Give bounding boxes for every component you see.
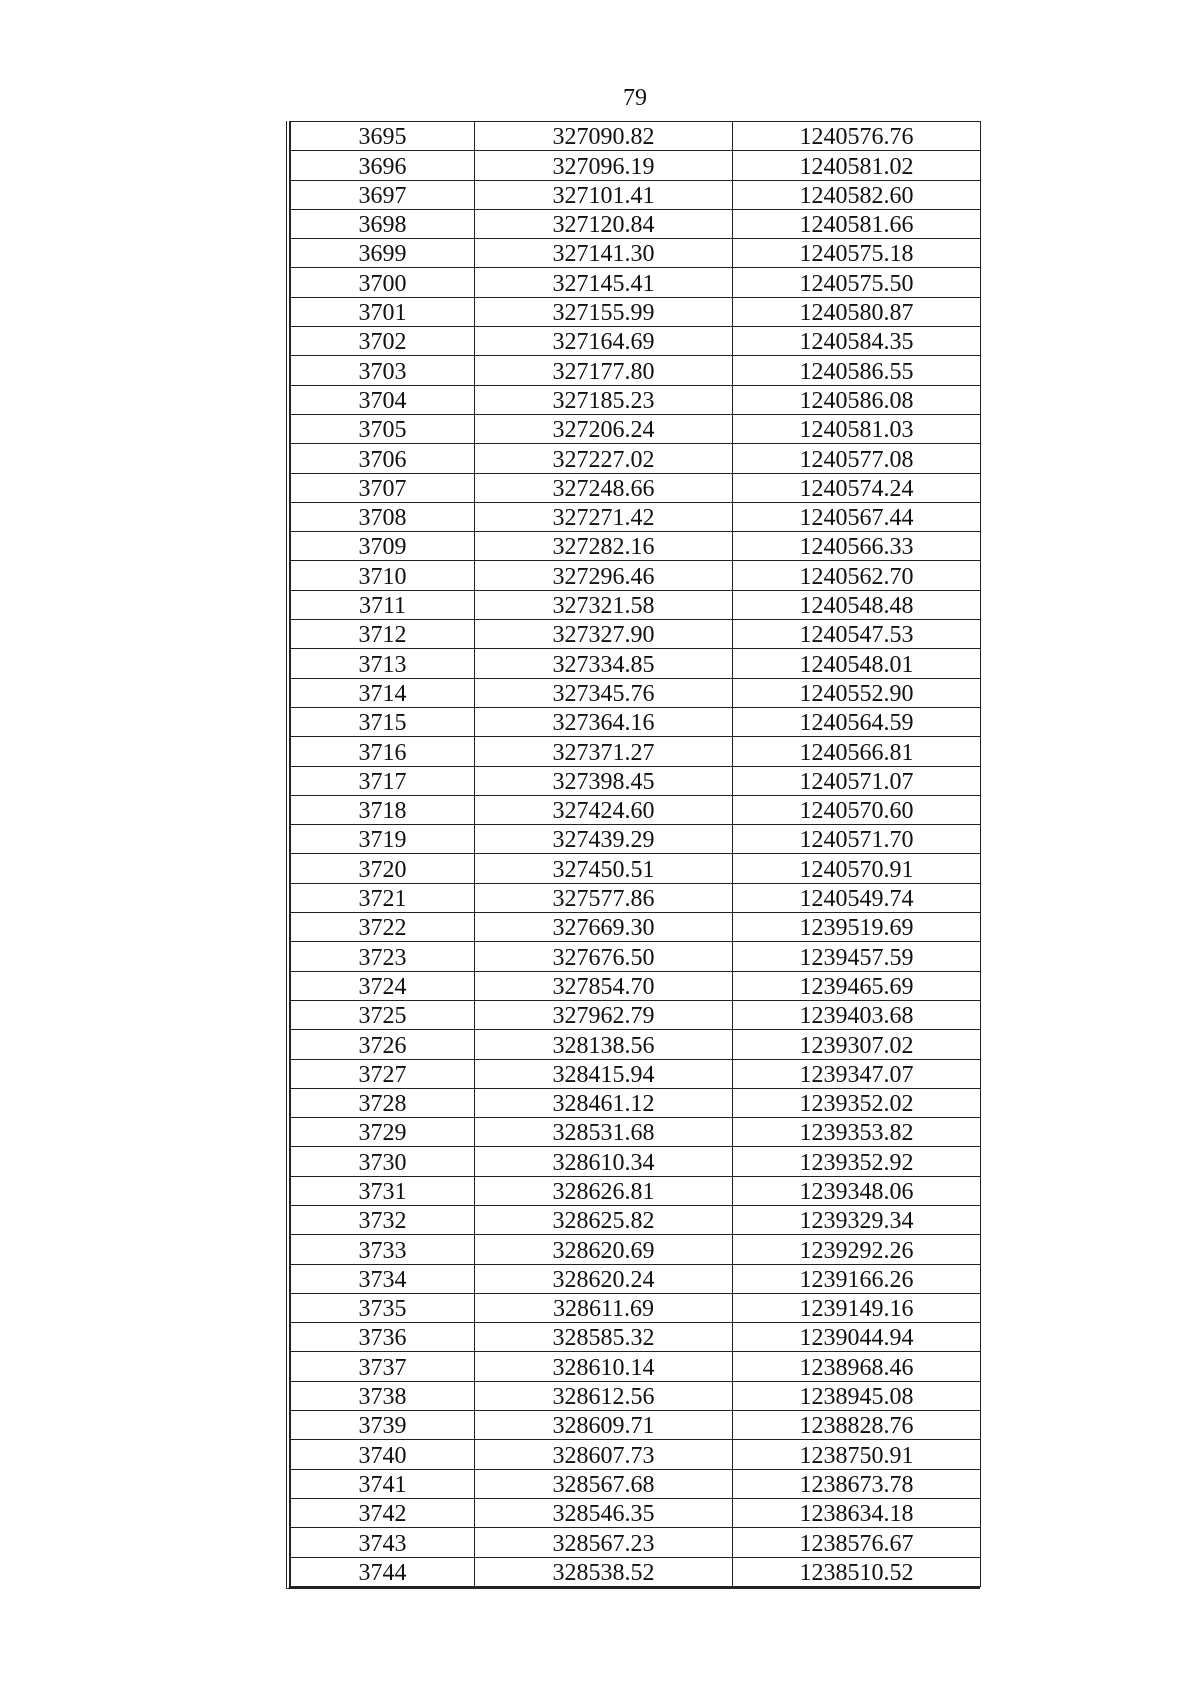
table-row	[291, 151, 981, 180]
point-number-cell: 3734	[291, 1264, 475, 1293]
x-coordinate-cell: 327398.45	[475, 766, 733, 795]
y-coordinate-cell: 1238673.78	[733, 1469, 981, 1498]
x-coordinate-cell: 327282.16	[475, 532, 733, 561]
point-number-cell: 3726	[291, 1030, 475, 1059]
point-number-cell: 3706	[291, 444, 475, 473]
point-number-cell: 3727	[291, 1059, 475, 1088]
x-coordinate-cell: 327141.30	[475, 239, 733, 268]
point-number-cell: 3740	[291, 1440, 475, 1469]
table-row	[291, 678, 981, 707]
x-coordinate-cell: 327676.50	[475, 942, 733, 971]
table-row	[291, 825, 981, 854]
x-coordinate-cell: 327669.30	[475, 913, 733, 942]
y-coordinate-cell: 1239149.16	[733, 1293, 981, 1322]
point-number-cell: 3709	[291, 532, 475, 561]
x-coordinate-cell: 328546.35	[475, 1498, 733, 1527]
x-coordinate-cell: 327120.84	[475, 209, 733, 238]
table-row	[291, 1323, 981, 1352]
y-coordinate-cell: 1240577.08	[733, 444, 981, 473]
point-number-cell: 3697	[291, 180, 475, 209]
table-row	[291, 649, 981, 678]
x-coordinate-cell: 327185.23	[475, 385, 733, 414]
table-row	[291, 1059, 981, 1088]
point-number-cell: 3729	[291, 1118, 475, 1147]
table-row	[291, 1469, 981, 1498]
point-number-cell: 3707	[291, 473, 475, 502]
y-coordinate-cell: 1240581.02	[733, 151, 981, 180]
point-number-cell: 3735	[291, 1293, 475, 1322]
point-number-cell: 3696	[291, 151, 475, 180]
table-row	[291, 297, 981, 326]
table-row	[291, 883, 981, 912]
point-number-cell: 3742	[291, 1498, 475, 1527]
x-coordinate-cell: 328138.56	[475, 1030, 733, 1059]
y-coordinate-cell: 1239403.68	[733, 1000, 981, 1029]
x-coordinate-cell: 327101.41	[475, 180, 733, 209]
y-coordinate-cell: 1239352.92	[733, 1147, 981, 1176]
y-coordinate-cell: 1240575.18	[733, 239, 981, 268]
y-coordinate-cell: 1239166.26	[733, 1264, 981, 1293]
table-row	[291, 1411, 981, 1440]
x-coordinate-cell: 328567.23	[475, 1528, 733, 1557]
y-coordinate-cell: 1240586.08	[733, 385, 981, 414]
table-row	[291, 180, 981, 209]
table-row	[291, 1498, 981, 1527]
table-row	[291, 1293, 981, 1322]
x-coordinate-cell: 327096.19	[475, 151, 733, 180]
x-coordinate-cell: 327321.58	[475, 590, 733, 619]
point-number-cell: 3704	[291, 385, 475, 414]
table-row	[291, 1235, 981, 1264]
point-number-cell: 3698	[291, 209, 475, 238]
table-row	[291, 268, 981, 297]
point-number-cell: 3720	[291, 854, 475, 883]
point-number-cell: 3701	[291, 297, 475, 326]
x-coordinate-cell: 327271.42	[475, 502, 733, 531]
point-number-cell: 3744	[291, 1557, 475, 1586]
x-coordinate-cell: 327164.69	[475, 327, 733, 356]
table-row	[291, 532, 981, 561]
x-coordinate-cell: 327177.80	[475, 356, 733, 385]
y-coordinate-cell: 1240571.70	[733, 825, 981, 854]
point-number-cell: 3722	[291, 913, 475, 942]
x-coordinate-cell: 328610.14	[475, 1352, 733, 1381]
table-row	[291, 1030, 981, 1059]
table-row	[291, 1176, 981, 1205]
table-row	[291, 795, 981, 824]
table-row	[291, 766, 981, 795]
x-coordinate-cell: 328620.69	[475, 1235, 733, 1264]
y-coordinate-cell: 1240548.01	[733, 649, 981, 678]
point-number-cell: 3702	[291, 327, 475, 356]
y-coordinate-cell: 1238828.76	[733, 1411, 981, 1440]
x-coordinate-cell: 328415.94	[475, 1059, 733, 1088]
x-coordinate-cell: 328620.24	[475, 1264, 733, 1293]
x-coordinate-cell: 327371.27	[475, 737, 733, 766]
x-coordinate-cell: 328607.73	[475, 1440, 733, 1469]
y-coordinate-cell: 1240566.33	[733, 532, 981, 561]
y-coordinate-cell: 1240570.91	[733, 854, 981, 883]
y-coordinate-cell: 1240586.55	[733, 356, 981, 385]
x-coordinate-cell: 327345.76	[475, 678, 733, 707]
point-number-cell: 3717	[291, 766, 475, 795]
table-row	[291, 209, 981, 238]
table-row	[291, 1205, 981, 1234]
x-coordinate-cell: 327248.66	[475, 473, 733, 502]
y-coordinate-cell: 1239307.02	[733, 1030, 981, 1059]
point-number-cell: 3741	[291, 1469, 475, 1498]
x-coordinate-cell: 328567.68	[475, 1469, 733, 1498]
y-coordinate-cell: 1239353.82	[733, 1118, 981, 1147]
x-coordinate-cell: 327155.99	[475, 297, 733, 326]
y-coordinate-cell: 1239348.06	[733, 1176, 981, 1205]
x-coordinate-cell: 327227.02	[475, 444, 733, 473]
point-number-cell: 3714	[291, 678, 475, 707]
point-number-cell: 3737	[291, 1352, 475, 1381]
point-number-cell: 3743	[291, 1528, 475, 1557]
y-coordinate-cell: 1240570.60	[733, 795, 981, 824]
table-row	[291, 1381, 981, 1410]
y-coordinate-cell: 1240552.90	[733, 678, 981, 707]
table-row	[291, 737, 981, 766]
coordinates-table	[290, 121, 981, 1587]
table-row	[291, 1352, 981, 1381]
table-row	[291, 1000, 981, 1029]
x-coordinate-cell: 327439.29	[475, 825, 733, 854]
point-number-cell: 3738	[291, 1381, 475, 1410]
x-coordinate-cell: 327962.79	[475, 1000, 733, 1029]
y-coordinate-cell: 1240571.07	[733, 766, 981, 795]
x-coordinate-cell: 328611.69	[475, 1293, 733, 1322]
x-coordinate-cell: 328461.12	[475, 1088, 733, 1117]
y-coordinate-cell: 1240581.66	[733, 209, 981, 238]
y-coordinate-cell: 1238968.46	[733, 1352, 981, 1381]
point-number-cell: 3699	[291, 239, 475, 268]
table-row	[291, 942, 981, 971]
point-number-cell: 3711	[291, 590, 475, 619]
y-coordinate-cell: 1240566.81	[733, 737, 981, 766]
x-coordinate-cell: 327296.46	[475, 561, 733, 590]
table-row	[291, 122, 981, 151]
y-coordinate-cell: 1240548.48	[733, 590, 981, 619]
table-row	[291, 356, 981, 385]
table-row	[291, 502, 981, 531]
x-coordinate-cell: 327334.85	[475, 649, 733, 678]
x-coordinate-cell: 328610.34	[475, 1147, 733, 1176]
y-coordinate-cell: 1238510.52	[733, 1557, 981, 1586]
point-number-cell: 3718	[291, 795, 475, 824]
point-number-cell: 3730	[291, 1147, 475, 1176]
point-number-cell: 3732	[291, 1205, 475, 1234]
y-coordinate-cell: 1239352.02	[733, 1088, 981, 1117]
table-row	[291, 854, 981, 883]
point-number-cell: 3700	[291, 268, 475, 297]
coordinates-table-body	[291, 122, 981, 1587]
y-coordinate-cell: 1239519.69	[733, 913, 981, 942]
y-coordinate-cell: 1239347.07	[733, 1059, 981, 1088]
table-row	[291, 444, 981, 473]
x-coordinate-cell: 327145.41	[475, 268, 733, 297]
y-coordinate-cell: 1239465.69	[733, 971, 981, 1000]
table-row	[291, 239, 981, 268]
y-coordinate-cell: 1240581.03	[733, 414, 981, 443]
table-row	[291, 971, 981, 1000]
table-row	[291, 327, 981, 356]
x-coordinate-cell: 328609.71	[475, 1411, 733, 1440]
point-number-cell: 3736	[291, 1323, 475, 1352]
y-coordinate-cell: 1239457.59	[733, 942, 981, 971]
point-number-cell: 3723	[291, 942, 475, 971]
point-number-cell: 3710	[291, 561, 475, 590]
table-row	[291, 913, 981, 942]
table-row	[291, 1088, 981, 1117]
point-number-cell: 3703	[291, 356, 475, 385]
y-coordinate-cell: 1240575.50	[733, 268, 981, 297]
y-coordinate-cell: 1240567.44	[733, 502, 981, 531]
point-number-cell: 3712	[291, 620, 475, 649]
table-row	[291, 620, 981, 649]
point-number-cell: 3715	[291, 707, 475, 736]
point-number-cell: 3713	[291, 649, 475, 678]
x-coordinate-cell: 327450.51	[475, 854, 733, 883]
y-coordinate-cell: 1240576.76	[733, 122, 981, 151]
x-coordinate-cell: 328626.81	[475, 1176, 733, 1205]
point-number-cell: 3708	[291, 502, 475, 531]
point-number-cell: 3739	[291, 1411, 475, 1440]
point-number-cell: 3721	[291, 883, 475, 912]
x-coordinate-cell: 328612.56	[475, 1381, 733, 1410]
table-row	[291, 1118, 981, 1147]
table-row	[291, 385, 981, 414]
y-coordinate-cell: 1239329.34	[733, 1205, 981, 1234]
x-coordinate-cell: 328585.32	[475, 1323, 733, 1352]
x-coordinate-cell: 327577.86	[475, 883, 733, 912]
table-row	[291, 1440, 981, 1469]
point-number-cell: 3705	[291, 414, 475, 443]
y-coordinate-cell: 1240547.53	[733, 620, 981, 649]
y-coordinate-cell: 1240574.24	[733, 473, 981, 502]
table-row	[291, 1264, 981, 1293]
y-coordinate-cell: 1240584.35	[733, 327, 981, 356]
table-row	[291, 1528, 981, 1557]
x-coordinate-cell: 327090.82	[475, 122, 733, 151]
x-coordinate-cell: 328531.68	[475, 1118, 733, 1147]
point-number-cell: 3724	[291, 971, 475, 1000]
x-coordinate-cell: 328625.82	[475, 1205, 733, 1234]
y-coordinate-cell: 1240582.60	[733, 180, 981, 209]
point-number-cell: 3731	[291, 1176, 475, 1205]
point-number-cell: 3728	[291, 1088, 475, 1117]
point-number-cell: 3719	[291, 825, 475, 854]
x-coordinate-cell: 327327.90	[475, 620, 733, 649]
x-coordinate-cell: 327206.24	[475, 414, 733, 443]
y-coordinate-cell: 1239044.94	[733, 1323, 981, 1352]
y-coordinate-cell: 1238634.18	[733, 1498, 981, 1527]
x-coordinate-cell: 328538.52	[475, 1557, 733, 1586]
x-coordinate-cell: 327424.60	[475, 795, 733, 824]
table-row	[291, 414, 981, 443]
table-row	[291, 707, 981, 736]
x-coordinate-cell: 327854.70	[475, 971, 733, 1000]
y-coordinate-cell: 1238945.08	[733, 1381, 981, 1410]
y-coordinate-cell: 1240564.59	[733, 707, 981, 736]
y-coordinate-cell: 1238576.67	[733, 1528, 981, 1557]
y-coordinate-cell: 1240580.87	[733, 297, 981, 326]
y-coordinate-cell: 1240549.74	[733, 883, 981, 912]
table-row	[291, 590, 981, 619]
table-row	[291, 1557, 981, 1586]
point-number-cell: 3716	[291, 737, 475, 766]
y-coordinate-cell: 1238750.91	[733, 1440, 981, 1469]
x-coordinate-cell: 327364.16	[475, 707, 733, 736]
table-row	[291, 1147, 981, 1176]
table-row	[291, 473, 981, 502]
point-number-cell: 3733	[291, 1235, 475, 1264]
point-number-cell: 3725	[291, 1000, 475, 1029]
y-coordinate-cell: 1239292.26	[733, 1235, 981, 1264]
y-coordinate-cell: 1240562.70	[733, 561, 981, 590]
table-row	[291, 561, 981, 590]
page-number: 79	[623, 85, 647, 111]
point-number-cell: 3695	[291, 122, 475, 151]
coordinates-table-container	[286, 121, 980, 1589]
